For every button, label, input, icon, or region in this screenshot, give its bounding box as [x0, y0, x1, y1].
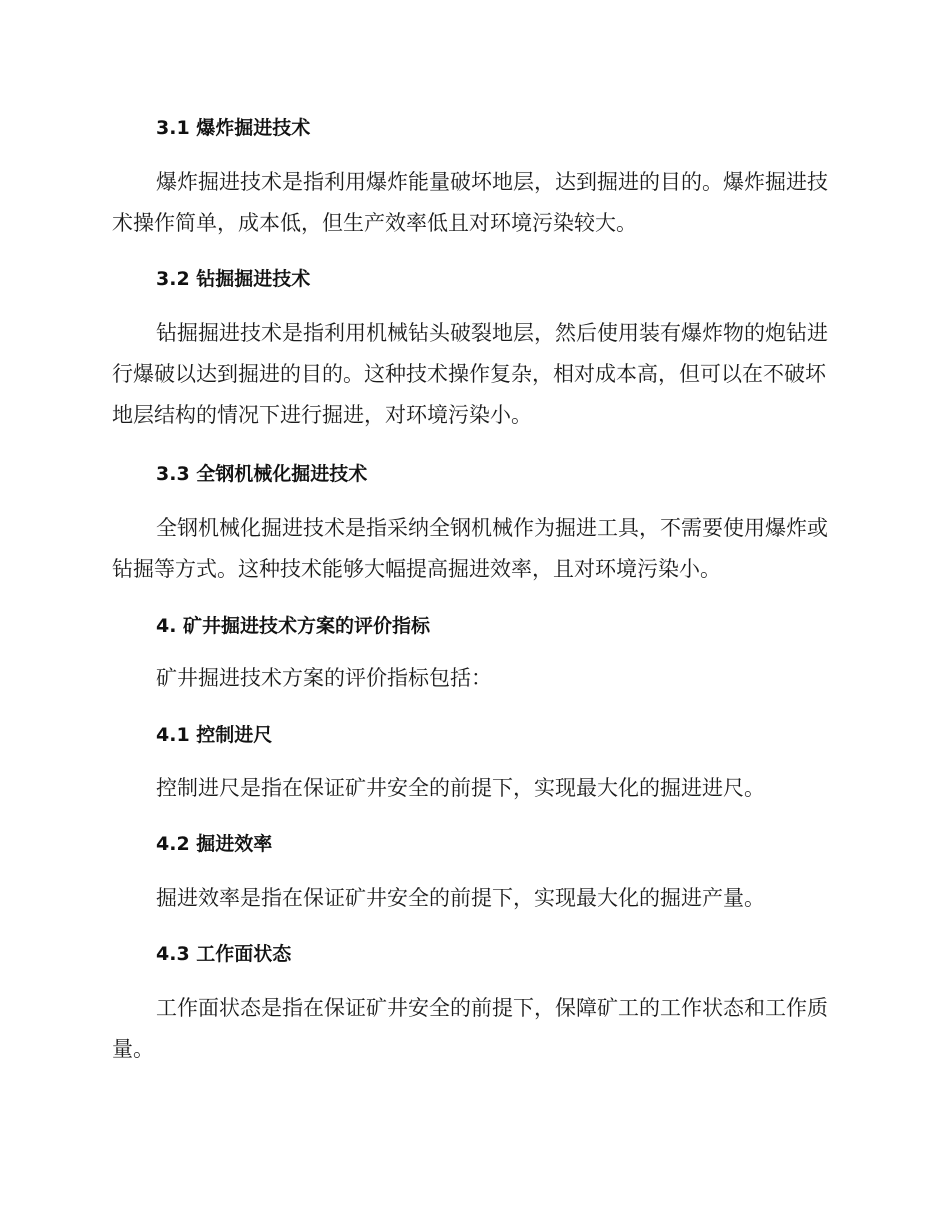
section-paragraph: 钻掘掘进技术是指利用机械钻头破裂地层，然后使用装有爆炸物的炮钻进行爆破以达到掘进的目的。这种技术操作复杂，相对成本高，但可以在不破坏地层结构的情况下进行掘进，对环境污染小。 — [112, 321, 828, 427]
section-heading: 3.3 全钢机械化掘进技术 — [156, 463, 368, 485]
section-heading: 4.3 工作面状态 — [156, 943, 292, 965]
section-heading: 4.2 掘进效率 — [156, 833, 273, 855]
section-paragraph: 矿井掘进技术方案的评价指标包括： — [156, 666, 492, 690]
section-heading: 3.2 钻掘掘进技术 — [156, 268, 311, 290]
section-paragraph: 全钢机械化掘进技术是指采纳全钢机械作为掘进工具，不需要使用爆炸或钻掘等方式。这种技术能够大幅提高掘进效率，且对环境污染小。 — [112, 516, 828, 581]
section-heading: 4.1 控制进尺 — [156, 724, 273, 746]
section-paragraph: 掘进效率是指在保证矿井安全的前提下，实现最大化的掘进产量。 — [156, 886, 765, 910]
section-heading: 3.1 爆炸掘进技术 — [156, 117, 311, 139]
section-paragraph: 工作面状态是指在保证矿井安全的前提下，保障矿工的工作状态和工作质量。 — [112, 996, 828, 1061]
section-heading: 4. 矿井掘进技术方案的评价指标 — [156, 615, 431, 637]
section-paragraph: 控制进尺是指在保证矿井安全的前提下，实现最大化的掘进进尺。 — [156, 776, 765, 800]
section-paragraph: 爆炸掘进技术是指利用爆炸能量破坏地层，达到掘进的目的。爆炸掘进技术操作简单，成本低，但生产效率低且对环境污染较大。 — [112, 170, 828, 235]
